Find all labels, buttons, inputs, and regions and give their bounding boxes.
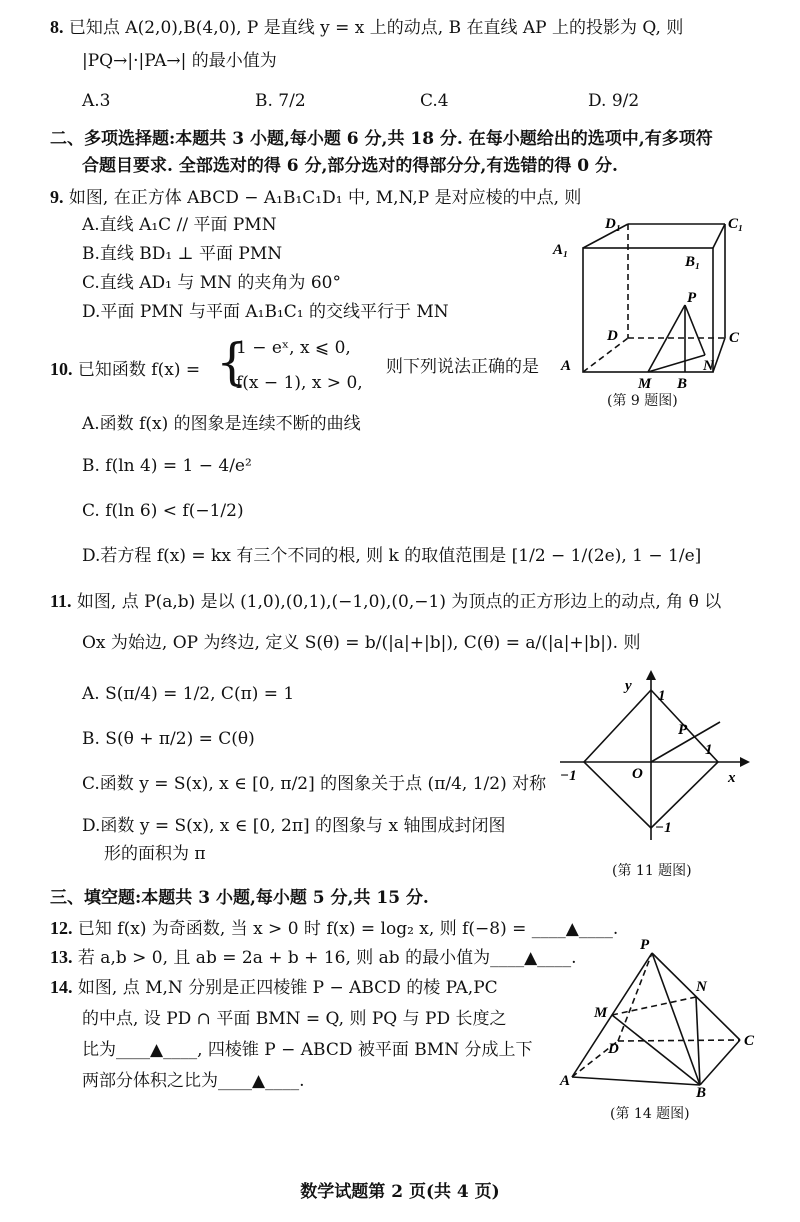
- label-o: O: [632, 766, 643, 782]
- q14-number: 14.: [50, 977, 73, 997]
- q14-text-line4: 两部分体积之比为____▲____.: [82, 1071, 305, 1091]
- q10-stem-suffix: 则下列说法正确的是: [386, 357, 539, 377]
- q10-line: [50, 358, 200, 381]
- edge-ab: [572, 1077, 700, 1085]
- q14-pyramid-figure: [560, 935, 780, 1101]
- q9-option-c: C.直线 AD₁ 与 MN 的夹角为 60°: [82, 273, 341, 293]
- q11-stem-line1: 如图, 点 P(a,b) 是以 (1,0),(0,1),(−1,0),(0,−1) 为顶点的正方形边上的动点, 角 θ 以: [76, 592, 722, 612]
- line-pn: [685, 305, 705, 355]
- q11-option-b: B. S(θ + π/2) = C(θ): [82, 729, 255, 749]
- label-p: P: [678, 722, 688, 738]
- q10-piece2: f(x − 1), x > 0,: [236, 373, 363, 393]
- q13-text: 若 a,b > 0, 且 ab = 2a + b + 16, 则 ab 的最小值为____▲____.: [77, 948, 577, 968]
- label-b: B: [677, 376, 688, 392]
- q11-option-d-cont: 形的面积为 π: [104, 844, 206, 864]
- q11-stem-line2: Ox 为始边, OP 为终边, 定义 S(θ) = b/(|a|+|b|), C(θ) = a/(|a|+|b|). 则: [82, 633, 641, 653]
- q9-option-a: A.直线 A₁C // 平面 PMN: [82, 215, 277, 235]
- q8-stem-line1: 已知点 A(2,0),B(4,0), P 是直线 y = x 上的动点, B 在直线 AP 上的投影为 Q, 则: [68, 18, 684, 38]
- x-arrow-icon: [740, 757, 750, 767]
- q10-brace: {: [216, 333, 248, 391]
- label-p: P: [687, 290, 697, 306]
- label-p: P: [640, 937, 650, 953]
- q10-option-b: B. f(ln 4) = 1 − 4/e²: [82, 456, 252, 476]
- label-d1: D₁: [605, 216, 622, 232]
- q9-option-d: D.平面 PMN 与平面 A₁B₁C₁ 的交线平行于 MN: [82, 302, 449, 322]
- q14-text-line3: 比为____▲____, 四棱锥 P − ABCD 被平面 BMN 分成上下: [82, 1040, 533, 1060]
- q9-option-b: B.直线 BD₁ ⊥ 平面 PMN: [82, 244, 283, 264]
- q8-number: 8.: [50, 17, 64, 37]
- q8-option-a: A.3: [82, 91, 111, 111]
- q11-figure-caption: (第 11 题图): [612, 863, 692, 879]
- q12-number: 12.: [50, 918, 73, 938]
- label-n: N: [703, 358, 714, 374]
- y-arrow-icon: [646, 670, 656, 680]
- label-a: A: [560, 1073, 571, 1089]
- label-x-neg-one: −1: [560, 768, 577, 784]
- label-d: D: [607, 328, 618, 344]
- q13-number: 13.: [50, 947, 73, 967]
- section2-heading-line2: 合题目要求. 全部选对的得 6 分,部分选对的得部分分,有选错的得 0 分.: [82, 156, 618, 176]
- edge-bc: [700, 1040, 740, 1085]
- label-d: D: [608, 1041, 619, 1057]
- q9-figure-caption: (第 9 题图): [607, 393, 678, 409]
- q14-line1: [50, 976, 498, 999]
- label-c1: C₁: [728, 216, 744, 232]
- label-m: M: [638, 376, 652, 392]
- q13-line: [50, 946, 577, 969]
- label-m: M: [594, 1005, 608, 1021]
- q10-option-a: A.函数 f(x) 的图象是连续不断的曲线: [82, 414, 361, 434]
- q10-option-d: D.若方程 f(x) = kx 有三个不同的根, 则 k 的取值范围是 [1/2 − 1/(2e), 1 − 1/e]: [82, 546, 702, 566]
- q8-line1: [50, 16, 683, 39]
- q9-line: [50, 186, 581, 209]
- label-c: C: [744, 1033, 755, 1049]
- label-y-one: 1: [658, 688, 666, 704]
- q8-option-c: C.4: [420, 91, 449, 111]
- section3-heading: 三、填空题:本题共 3 小题,每小题 5 分,共 15 分.: [50, 888, 429, 908]
- label-n: N: [696, 979, 707, 995]
- label-a1: A₁: [553, 242, 569, 258]
- q11-square-figure: [560, 670, 760, 850]
- q10-piece1: 1 − eˣ, x ⩽ 0,: [236, 338, 351, 358]
- label-b: B: [696, 1085, 707, 1101]
- label-x-one: 1: [705, 742, 713, 758]
- q14-figure-caption: (第 14 题图): [610, 1106, 690, 1122]
- label-a: A: [561, 358, 572, 374]
- section2-heading-line1: 二、多项选择题:本题共 3 小题,每小题 6 分,共 18 分. 在每小题给出的选项中,有多项符: [50, 129, 713, 149]
- q11-option-a: A. S(π/4) = 1/2, C(π) = 1: [82, 684, 295, 704]
- q9-stem: 如图, 在正方体 ABCD − A₁B₁C₁D₁ 中, M,N,P 是对应棱的中点, 则: [68, 188, 582, 208]
- label-c: C: [729, 330, 740, 346]
- label-y: y: [625, 678, 632, 694]
- label-x: x: [728, 770, 736, 786]
- label-y-neg-one: −1: [655, 820, 672, 836]
- q12-text: 已知 f(x) 为奇函数, 当 x > 0 时 f(x) = log₂ x, 则 f(−8) = ____▲____.: [77, 919, 619, 939]
- q8-stem-line2: |PQ→|·|PA→| 的最小值为: [82, 51, 277, 71]
- label-b1: B₁: [685, 254, 701, 270]
- page-footer: 数学试题第 2 页(共 4 页): [300, 1182, 500, 1202]
- q10-number: 10.: [50, 359, 73, 379]
- q9-cube-figure: [545, 210, 765, 392]
- q14-text-line2: 的中点, 设 PD ∩ 平面 BMN = Q, 则 PQ 与 PD 长度之: [82, 1009, 507, 1029]
- edge-pc: [652, 953, 740, 1040]
- q8-option-d: D. 9/2: [588, 91, 640, 111]
- q14-text-line1: 如图, 点 M,N 分别是正四棱锥 P − ABCD 的棱 PA,PC: [77, 978, 498, 998]
- q11-number: 11.: [50, 591, 72, 611]
- q11-line1: [50, 590, 721, 613]
- q10-stem-prefix: 已知函数 f(x) =: [77, 360, 201, 380]
- q11-option-d: D.函数 y = S(x), x ∈ [0, 2π] 的图象与 x 轴围成封闭图: [82, 816, 506, 836]
- q10-option-c: C. f(ln 6) < f(−1/2): [82, 501, 244, 521]
- q9-number: 9.: [50, 187, 64, 207]
- q11-option-c: C.函数 y = S(x), x ∈ [0, π/2] 的图象关于点 (π/4, 1/2) 对称: [82, 774, 547, 794]
- q8-option-b: B. 7/2: [255, 91, 306, 111]
- q12-line: [50, 917, 618, 940]
